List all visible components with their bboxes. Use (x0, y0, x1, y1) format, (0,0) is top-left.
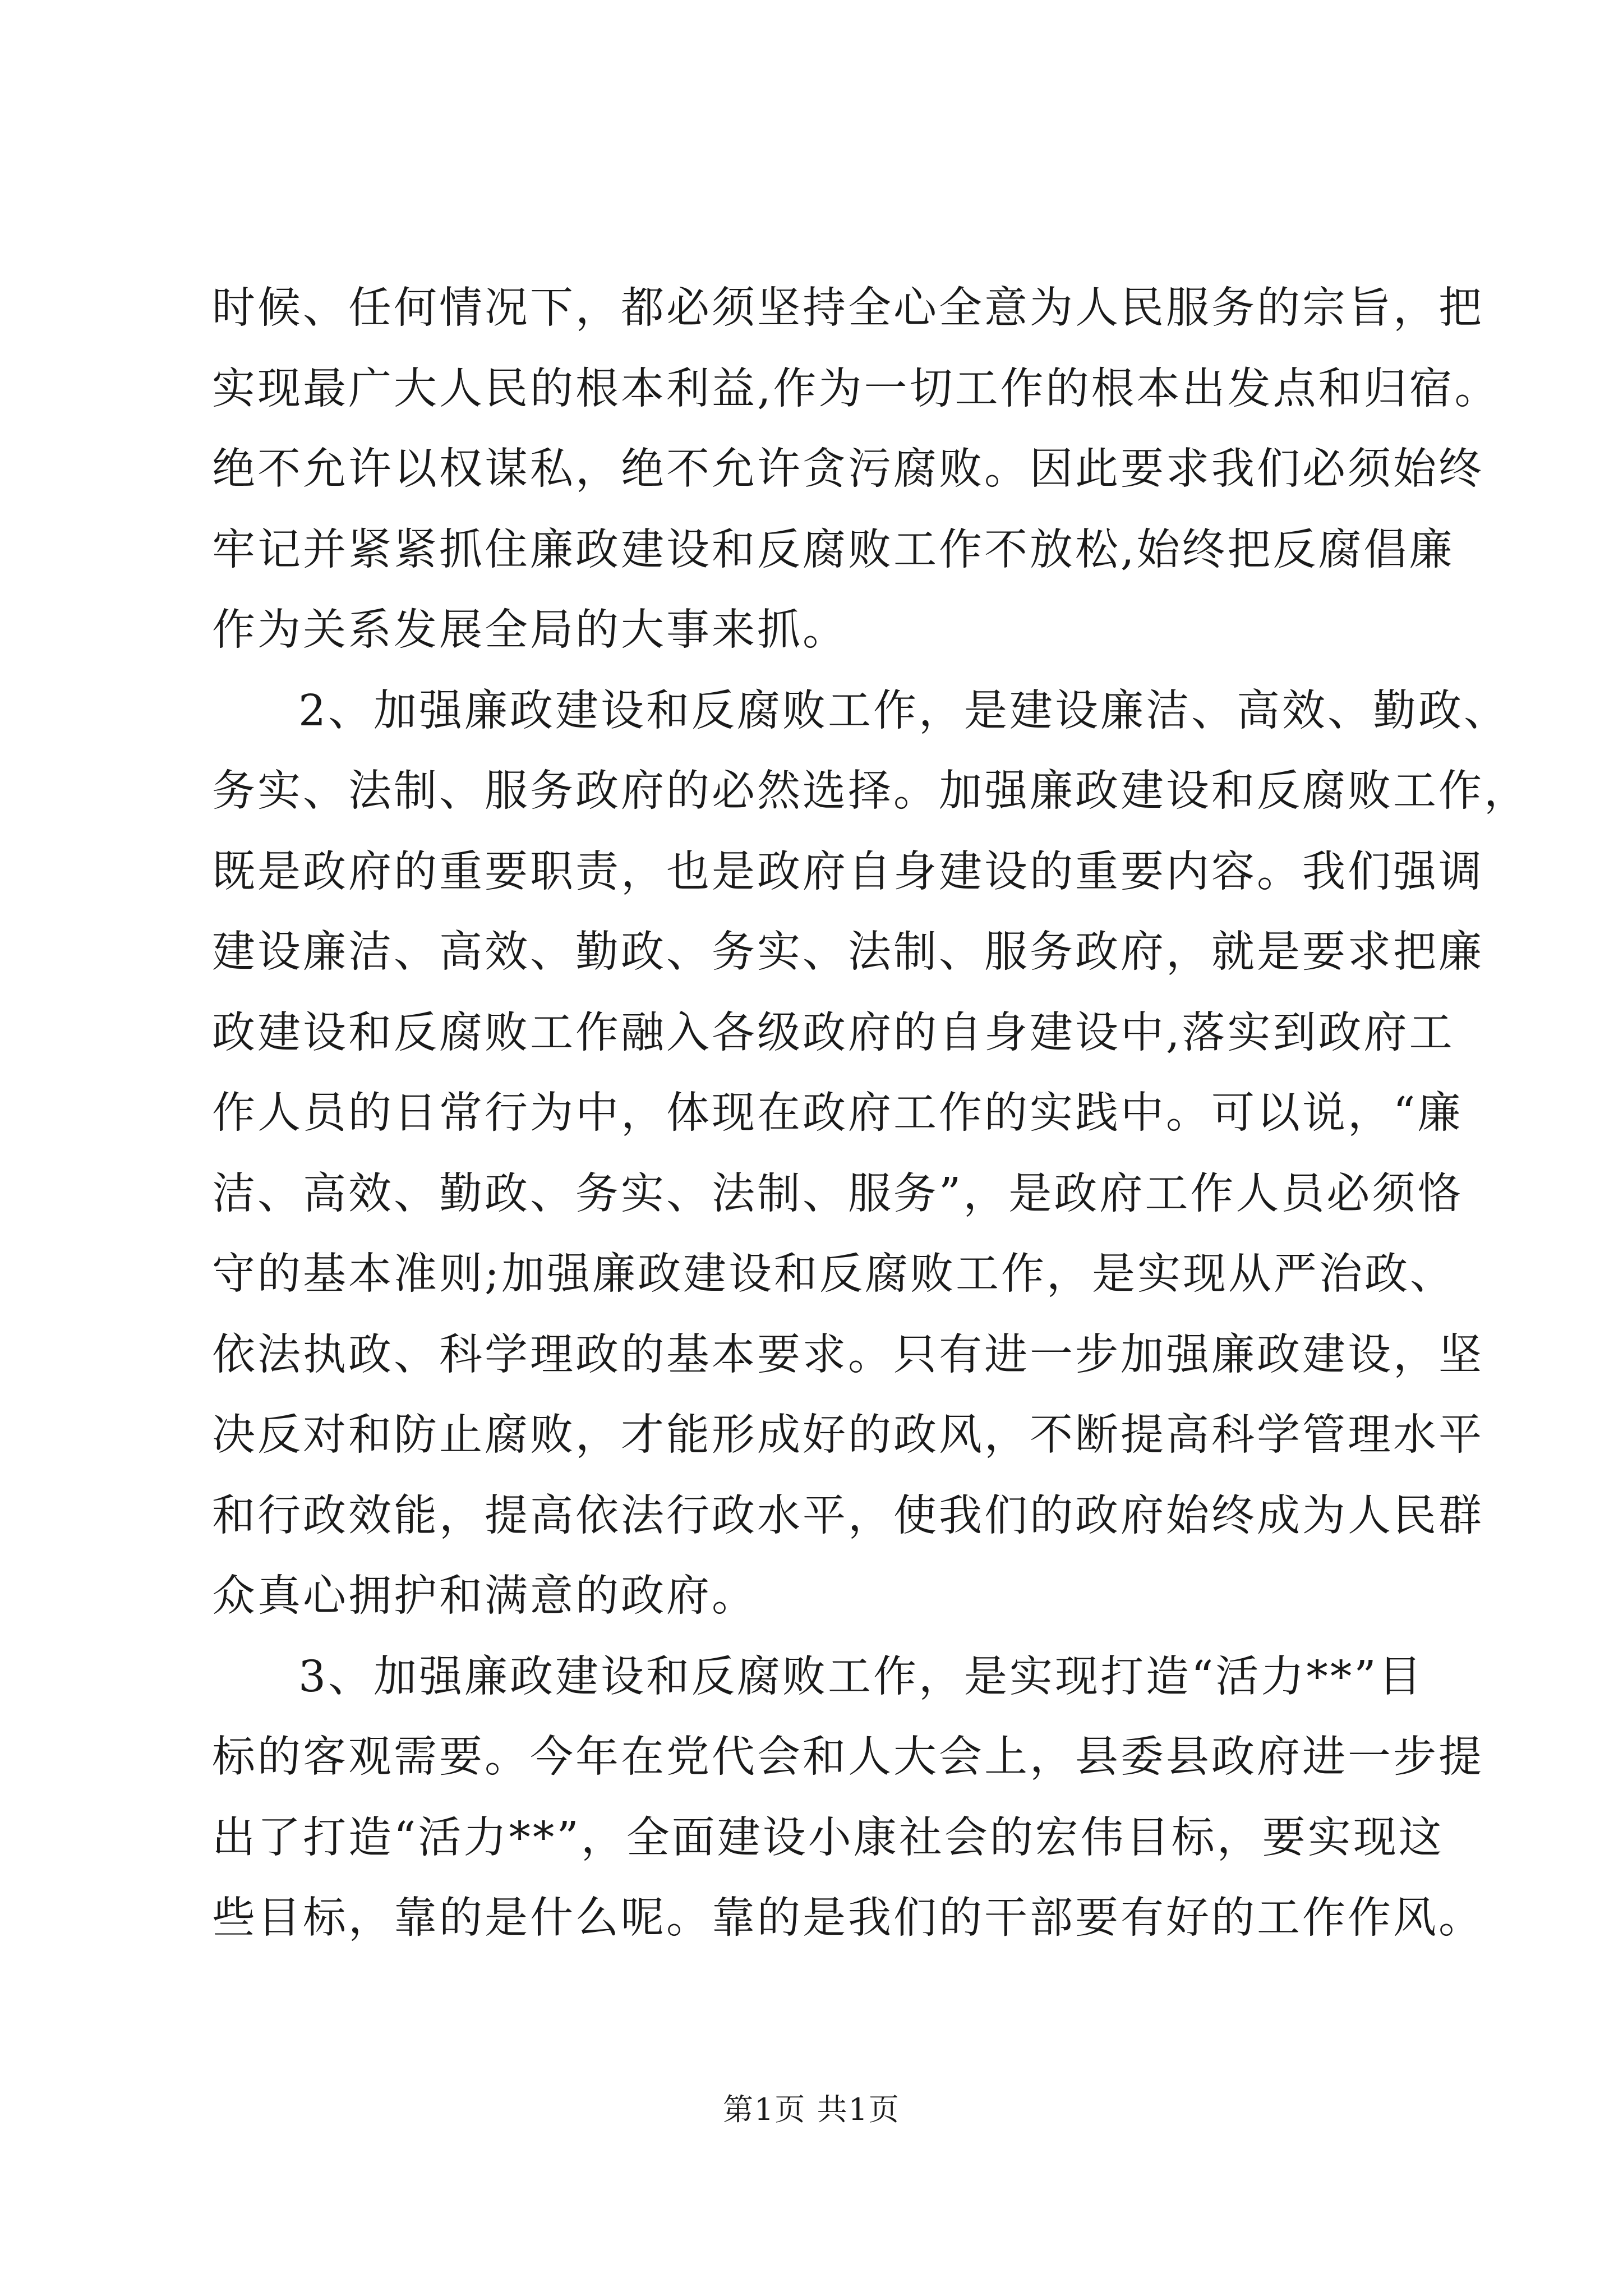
text-line: 建设廉洁、高效、勤政、务实、法制、服务政府，就是要求把廉 (212, 927, 1484, 977)
text-line: 既是政府的重要职责，也是政府自身建设的重要内容。我们强调 (212, 846, 1484, 897)
text-line: 出了打造“活力**”，全面建设小康社会的宏伟目标，要实现这 (212, 1812, 1444, 1863)
text-line: 实现最广大人民的根本利益,作为一切工作的根本出发点和归宿。 (212, 364, 1500, 414)
paragraph-start-line: 3、加强廉政建设和反腐败工作，是实现打造“活力**”目 (298, 1651, 1424, 1702)
text-line: 务实、法制、服务政府的必然选择。加强廉政建设和反腐败工作， (212, 766, 1529, 816)
page-footer (0, 2086, 1623, 2129)
text-line: 作为关系发展全局的大事来抓。 (212, 605, 848, 655)
text-line: 众真心拥护和满意的政府。 (212, 1571, 757, 1621)
paragraph-start-line: 2、加强廉政建设和反腐败工作，是建设廉洁、高效、勤政、 (298, 685, 1509, 736)
text-line: 守的基本准则;加强廉政建设和反腐败工作，是实现从严治政、 (212, 1249, 1455, 1299)
text-line: 洁、高效、勤政、务实、法制、服务”，是政府工作人员必须恪 (212, 1168, 1463, 1219)
text-line: 时候、任何情况下，都必须坚持全心全意为人民服务的宗旨，把 (212, 283, 1484, 333)
page-number-label: 第1页 共1页 (723, 2092, 900, 2127)
text-line: 标的客观需要。今年在党代会和人大会上，县委县政府进一步提 (212, 1732, 1484, 1782)
text-line: 绝不允许以权谋私，绝不允许贪污腐败。因此要求我们必须始终 (212, 444, 1484, 494)
text-line: 决反对和防止腐败，才能形成好的政风，不断提高科学管理水平 (212, 1410, 1484, 1460)
text-line: 作人员的日常行为中，体现在政府工作的实践中。可以说，“廉 (212, 1088, 1463, 1138)
text-line: 和行政效能，提高依法行政水平，使我们的政府始终成为人民群 (212, 1490, 1484, 1541)
text-line: 牢记并紧紧抓住廉政建设和反腐败工作不放松,始终把反腐倡廉 (212, 524, 1455, 575)
text-line: 政建设和反腐败工作融入各级政府的自身建设中,落实到政府工 (212, 1007, 1455, 1058)
text-line: 依法执政、科学理政的基本要求。只有进一步加强廉政建设，坚 (212, 1329, 1484, 1380)
text-line: 些目标，靠的是什么呢。靠的是我们的干部要有好的工作作风。 (212, 1893, 1484, 1943)
document-body (212, 268, 1529, 1959)
